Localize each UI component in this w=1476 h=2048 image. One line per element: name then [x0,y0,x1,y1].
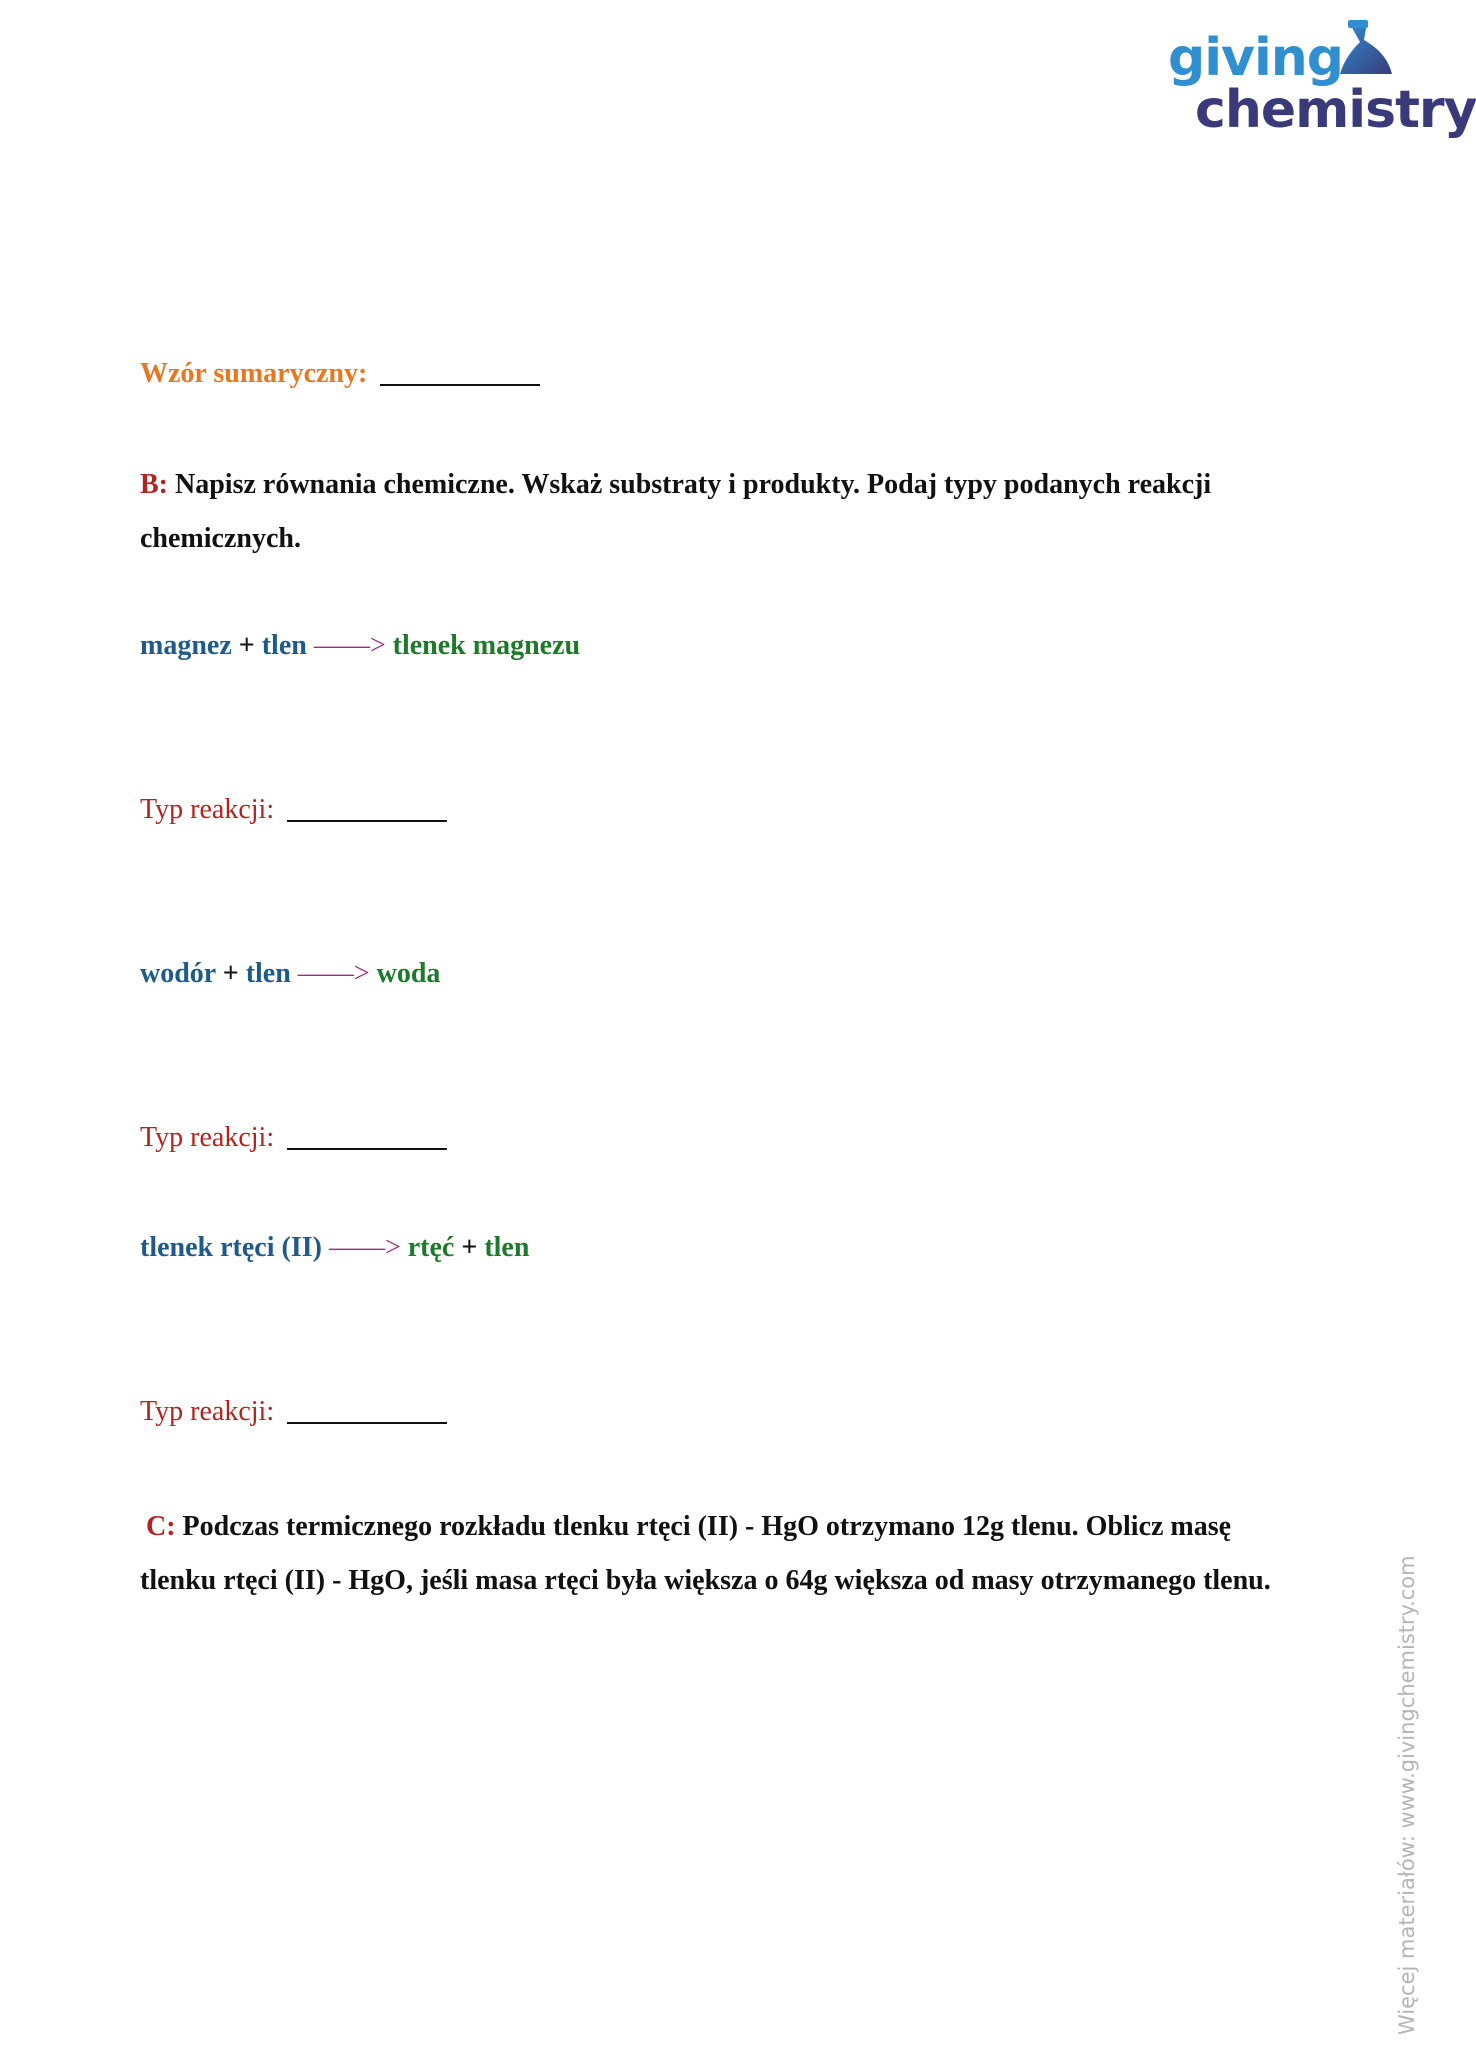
reaction-2-substrate-2: tlen [245,958,291,989]
reaction-3-product-1: rtęć [407,1232,455,1263]
reaction-2-product: woda [376,958,441,989]
giving-chemistry-logo [1150,18,1476,148]
formula-label: Wzór sumaryczny: [140,358,368,389]
reaction-2-type-label: Typ reakcji: [140,1122,275,1153]
reaction-3-type-blank[interactable] [287,1396,447,1424]
reaction-1-plus: + [238,630,255,661]
reaction-3-arrow: ——> [328,1232,401,1263]
section-b-tag: B: [140,469,168,500]
logo-word-chemistry: chemistry [1195,80,1476,140]
reaction-2 [140,956,440,992]
reaction-1 [140,628,580,664]
reaction-1-type-label: Typ reakcji: [140,794,275,825]
reaction-1-substrate-1: magnez [140,630,232,661]
flask-icon [1320,18,1420,98]
section-b-instruction [140,458,1290,566]
reaction-2-substrate-1: wodór [140,958,216,989]
section-c-text: Podczas termicznego rozkładu tlenku rtęci (II) - HgO otrzymano 12g tlenu. Oblicz masę tlenku rtęci (II) - HgO, jeśli masa rtęci była większa o 64g większa od masy otrzymanego tlenu. [140,1511,1271,1596]
reaction-3-type-line [140,1394,447,1430]
reaction-3 [140,1230,529,1266]
reaction-3-product-2: tlen [484,1232,530,1263]
reaction-3-type-label: Typ reakcji: [140,1396,275,1427]
reaction-3-plus: + [461,1232,478,1263]
reaction-2-type-blank[interactable] [287,1122,447,1150]
logo-word-giving: giving [1168,28,1344,88]
formula-line [140,356,540,392]
reaction-2-arrow: ——> [297,958,370,989]
section-c-task [140,1500,1290,1608]
reaction-1-type-blank[interactable] [287,794,447,822]
reaction-2-plus: + [222,958,239,989]
reaction-3-substrate: tlenek rtęci (II) [140,1232,322,1263]
reaction-1-product: tlenek magnezu [392,630,581,661]
section-b-text: Napisz równania chemiczne. Wskaż substraty i produkty. Podaj typy podanych reakcji chemicznych. [140,469,1212,554]
section-c-tag: C: [146,1511,176,1542]
formula-answer-blank[interactable] [380,358,540,386]
reaction-2-type-line [140,1120,447,1156]
reaction-1-arrow: ——> [313,630,386,661]
reaction-1-substrate-2: tlen [261,630,307,661]
reaction-1-type-line [140,792,447,828]
watermark-url: Więcej materiałów: www.givingchemistry.com [1395,1555,1419,2035]
